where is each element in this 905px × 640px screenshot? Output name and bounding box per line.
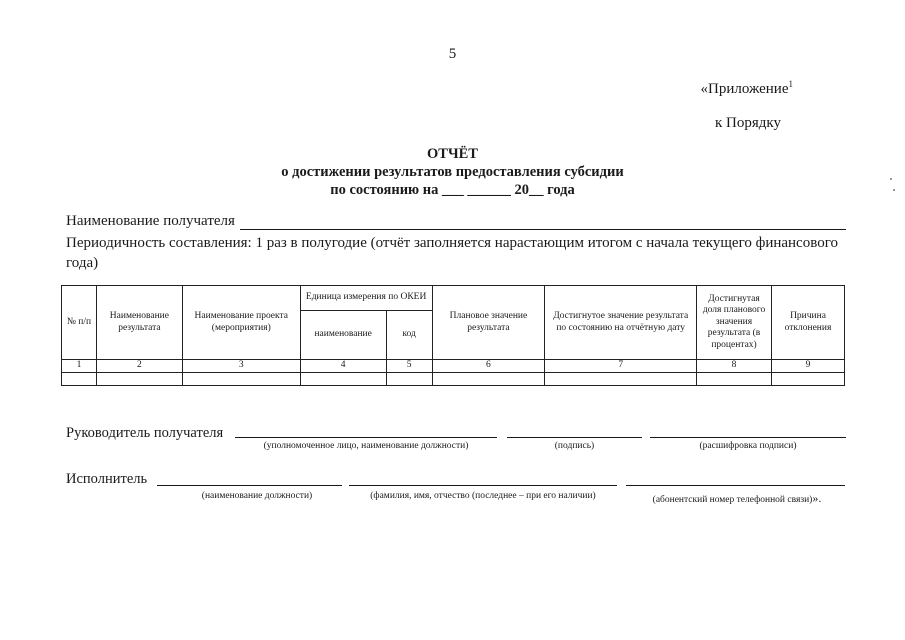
header-unit-code: код (386, 311, 432, 360)
column-number-row (62, 360, 845, 373)
column-number: 3 (182, 360, 300, 373)
appendix-heading (700, 79, 793, 98)
recipient-label: Наименование получателя (66, 213, 235, 229)
executor-position-line (157, 485, 342, 486)
header-result-name: Наименование результата (96, 286, 182, 360)
executor-phone-caption (626, 491, 848, 506)
report-title: ОТЧЁТ (427, 146, 478, 162)
report-subtitle: о достижении результатов предоставления субсидии (281, 164, 624, 180)
executor-phone-line (626, 485, 845, 486)
appendix-label: «Приложение (700, 81, 789, 97)
head-signature-decode-caption: (расшифровка подписи) (699, 441, 797, 451)
header-unit-name: наименование (300, 311, 386, 360)
empty-data-row (62, 373, 845, 386)
column-number: 5 (386, 360, 432, 373)
column-number: 1 (62, 360, 97, 373)
head-position-line (235, 437, 497, 438)
column-number: 6 (432, 360, 545, 373)
column-number: 7 (545, 360, 697, 373)
head-signature-line (507, 437, 642, 438)
periodicity-text: Периодичность составления: 1 раз в полугодие (отчёт заполняется нарастающим итогом с начала текущего финансового года) (66, 235, 838, 271)
head-signature-caption: (подпись) (554, 441, 595, 451)
header-achieved-share: Достигнутая доля планового значения результата (в процентах) (697, 286, 772, 360)
executor-name-caption: (фамилия, имя, отчество (последнее – при его наличии) (370, 491, 596, 501)
column-number: 9 (771, 360, 844, 373)
page-number: 5 (448, 46, 457, 62)
recipient-fill-line (240, 229, 846, 230)
appendix-to-order: к Порядку (715, 115, 781, 131)
head-signature-decode-line (650, 437, 846, 438)
head-position-caption: (уполномоченное лицо, наименование должности) (263, 441, 469, 451)
header-achieved-value: Достигнутое значение результата по состоянию на отчётную дату (545, 286, 697, 360)
header-planned-value: Плановое значение результата (432, 286, 545, 360)
closing-quote: ». (812, 491, 822, 505)
report-title-block (0, 145, 905, 199)
column-number: 8 (697, 360, 772, 373)
executor-position-caption: (наименование должности) (201, 491, 313, 501)
scan-artifact (890, 178, 892, 180)
executor-name-line (349, 485, 617, 486)
column-number: 2 (96, 360, 182, 373)
executor-label: Исполнитель (66, 471, 148, 487)
head-of-recipient-label: Руководитель получателя (66, 425, 224, 441)
report-table (61, 285, 845, 386)
appendix-footnote-marker: 1 (788, 79, 793, 89)
header-number: № п/п (62, 286, 97, 360)
header-project-name: Наименование проекта (мероприятия) (182, 286, 300, 360)
executor-phone-caption-text: (абонентский номер телефонной связи) (652, 495, 813, 505)
report-date-line: по состоянию на ___ ______ 20__ года (330, 182, 575, 198)
scan-artifact (893, 189, 895, 191)
column-number: 4 (300, 360, 386, 373)
header-deviation-reason: Причина отклонения (771, 286, 844, 360)
header-unit-group: Единица измерения по ОКЕИ (300, 286, 432, 311)
